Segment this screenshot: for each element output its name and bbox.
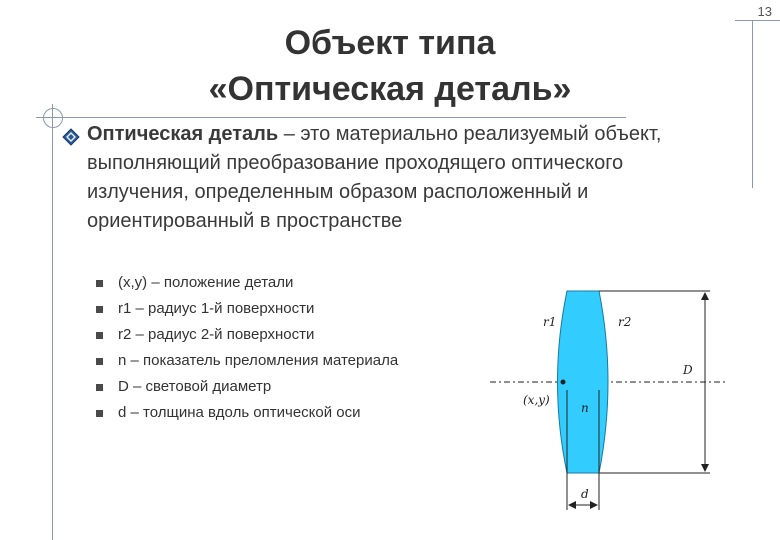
square-bullet-icon: [96, 358, 103, 365]
list-item: r2 – радиус 2-й поверхности: [96, 322, 398, 348]
title-line-2: «Оптическая деталь»: [208, 70, 572, 108]
square-bullet-icon: [96, 306, 103, 313]
list-item: D – световой диаметр: [96, 374, 398, 400]
title-line-1: Объект типа: [284, 24, 496, 62]
position-point: [561, 380, 566, 385]
frame-vertical-line: [52, 104, 53, 540]
lens-diagram: [480, 280, 730, 525]
label-D: D: [683, 363, 693, 377]
parameter-list: [96, 270, 398, 426]
label-d: d: [581, 487, 589, 501]
page-number: 13: [757, 4, 772, 19]
definition-paragraph: [87, 120, 707, 236]
definition-term: Оптическая деталь: [87, 123, 279, 145]
square-bullet-icon: [96, 384, 103, 391]
definition-text: – это материально реализуемый объект, выполняющий преобразование проходящего оптического излучения, определенным образом расположенный и ориентированный в пространстве: [87, 123, 662, 232]
list-item: (x,y) – положение детали: [96, 270, 398, 296]
square-bullet-icon: [96, 332, 103, 339]
label-r2: r2: [618, 315, 632, 329]
frame-right-line: [752, 20, 753, 188]
frame-horizontal-line: [36, 117, 626, 118]
list-item: d – толщина вдоль оптической оси: [96, 400, 398, 426]
slide-title: [150, 20, 630, 112]
frame-top-line: [735, 20, 780, 21]
list-item: n – показатель преломления материала: [96, 348, 398, 374]
label-xy: (x,y): [523, 393, 550, 407]
label-n: n: [581, 401, 589, 415]
square-bullet-icon: [96, 280, 103, 287]
frame-circle: [43, 108, 63, 128]
label-r1: r1: [543, 315, 557, 329]
square-bullet-icon: [96, 410, 103, 417]
list-item: r1 – радиус 1-й поверхности: [96, 296, 398, 322]
diamond-bullet-icon: [62, 128, 80, 151]
